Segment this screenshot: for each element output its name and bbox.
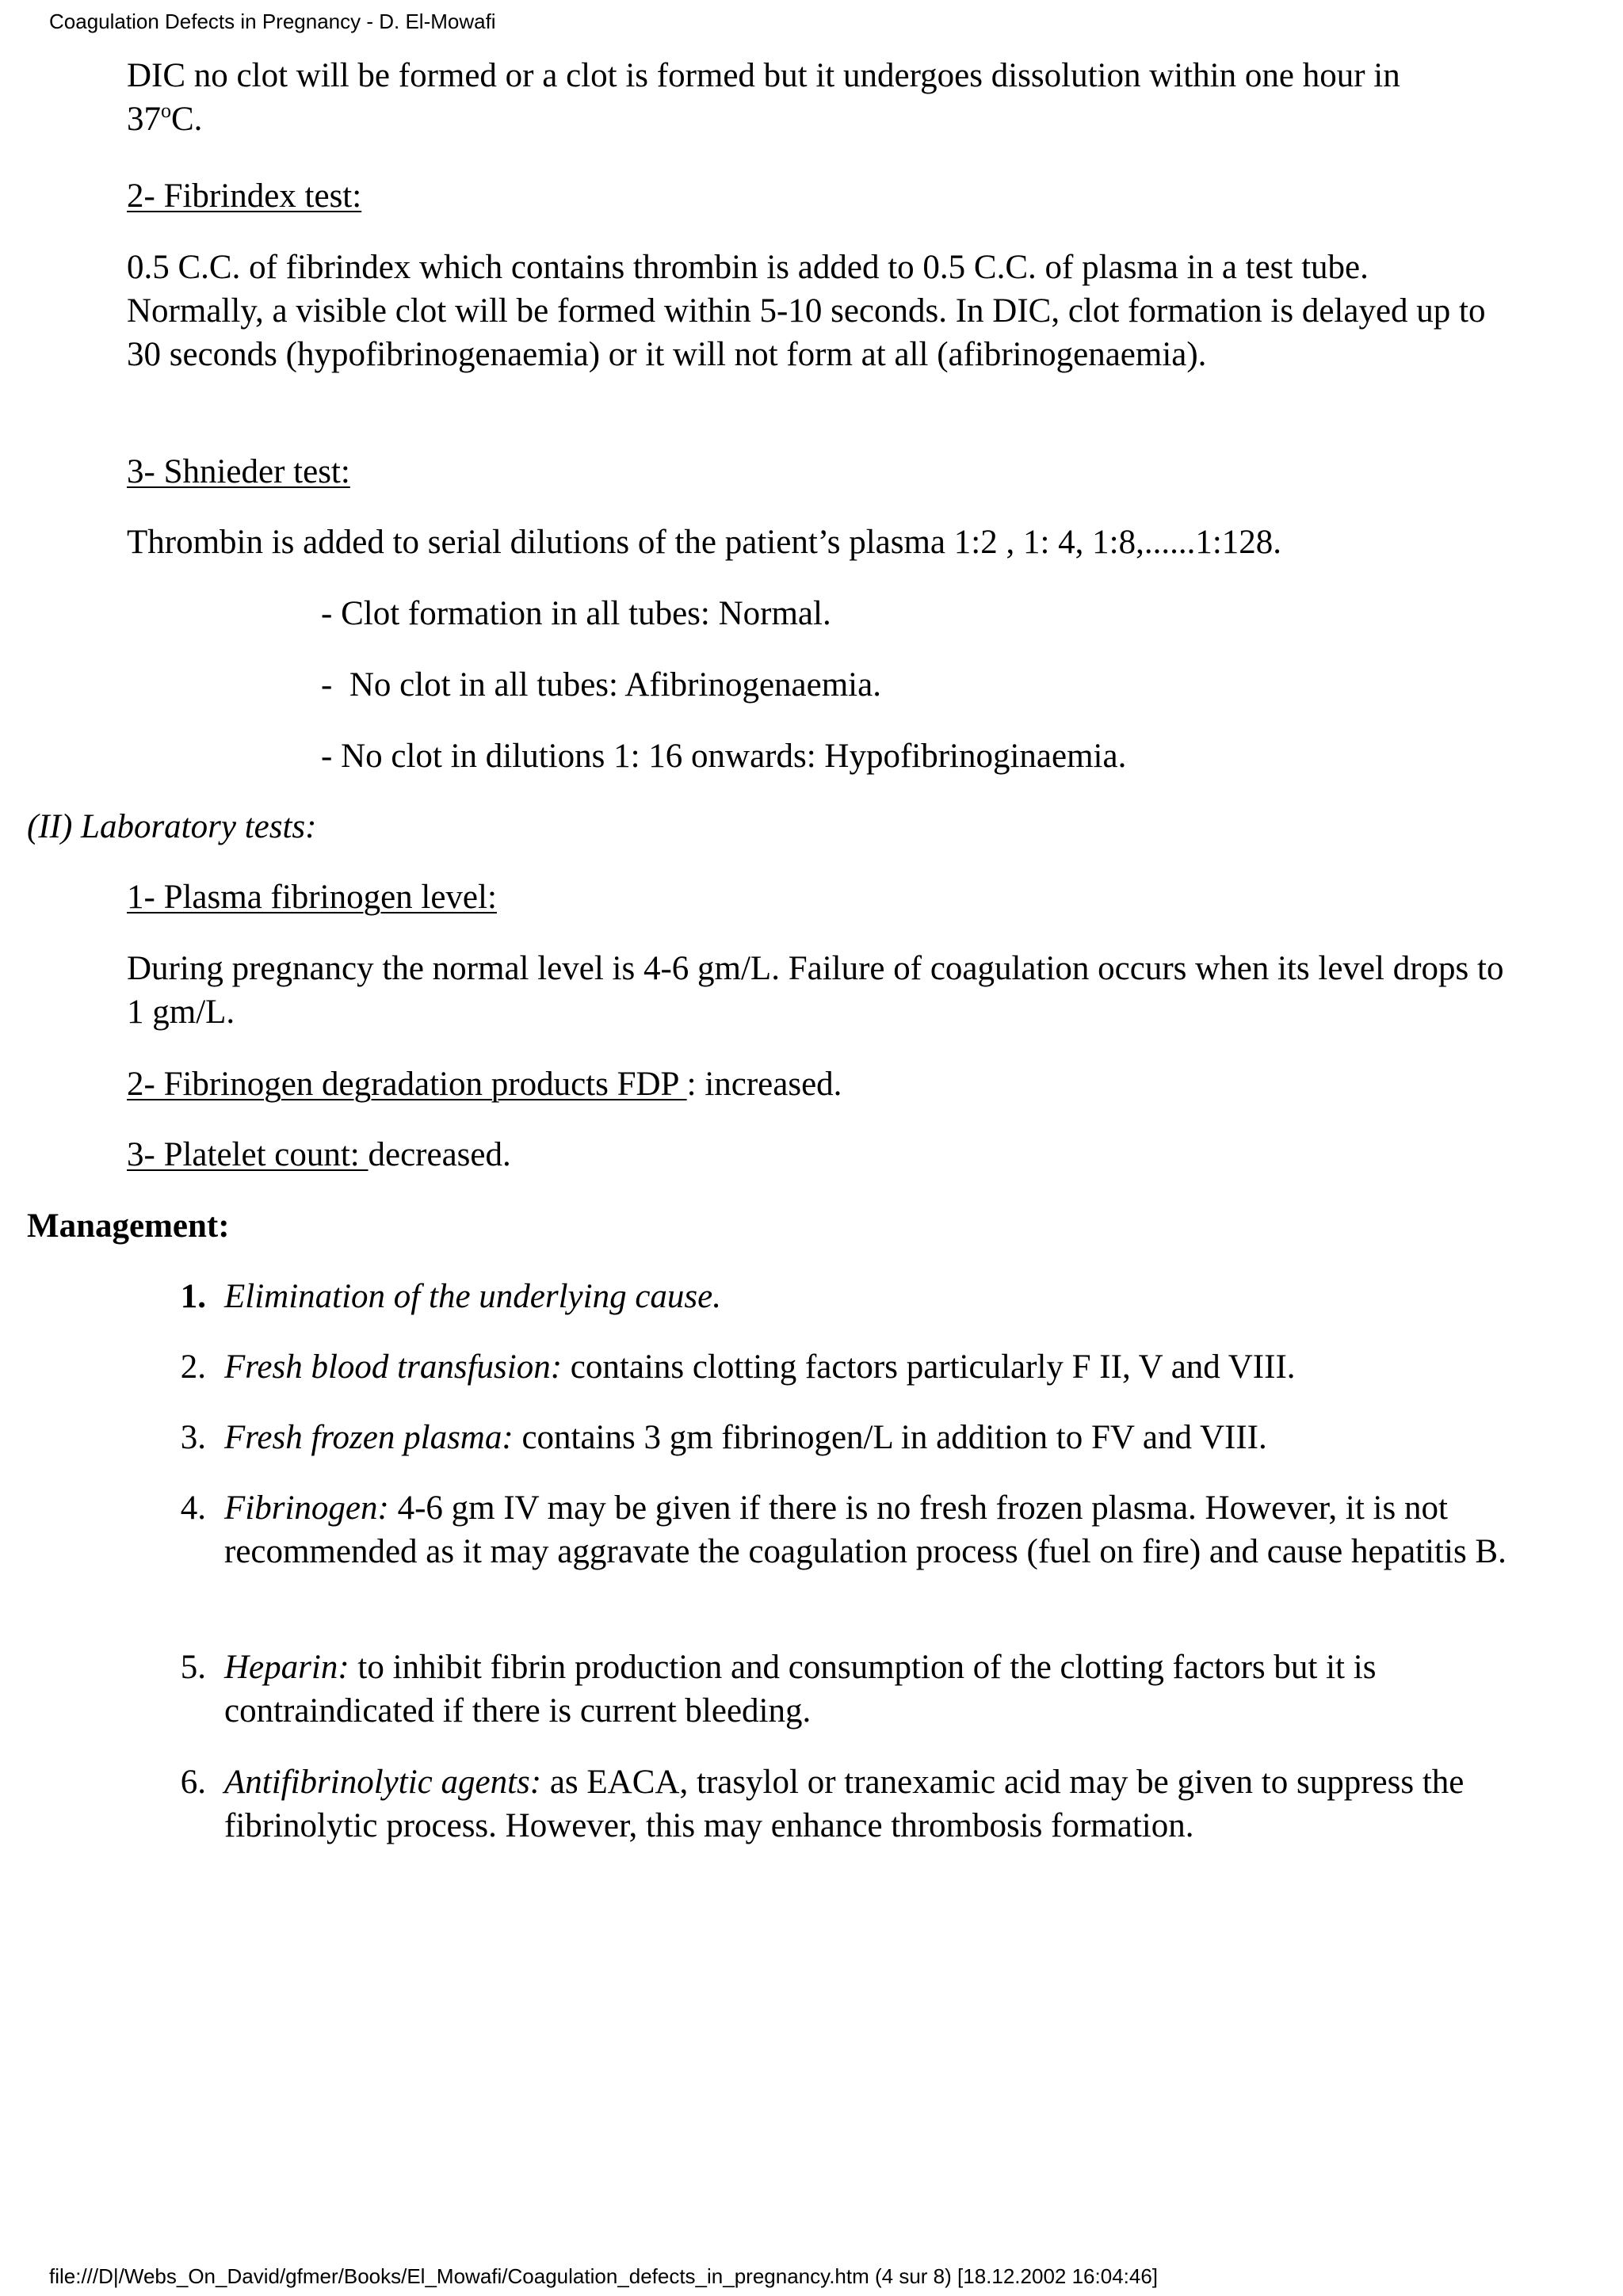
management-item-term: Heparin: (224, 1649, 349, 1686)
plasma-fibrinogen-heading: 1- Plasma fibrinogen level: (127, 879, 497, 916)
management-item-number: 2. (180, 1348, 206, 1386)
platelet-line (127, 1133, 1506, 1177)
fibrindex-heading: 2- Fibrindex test: (127, 177, 362, 215)
platelet-value: decreased. (368, 1136, 511, 1173)
page-footer-url: file:///D|/Webs_On_David/gfmer/Books/El_Mowafi/Coagulation_defects_in_pregnancy.htm (4 sur 8) [18.12.2002 16:04:46] (49, 2264, 1159, 2288)
management-item (224, 1416, 1508, 1459)
management-item-text: contains 3 gm fibrinogen/L in addition to FV and VIII. (513, 1419, 1267, 1456)
management-item (224, 1345, 1508, 1389)
shnieder-result-afibrinogenaemia: - No clot in all tubes: Afibrinogenaemia. (321, 666, 881, 704)
management-item-number: 6. (180, 1764, 206, 1801)
management-item-number: 5. (180, 1649, 206, 1686)
management-item (224, 1275, 1508, 1318)
management-item-term: Fresh blood transfusion: (224, 1348, 563, 1386)
management-item-term: Elimination of the underlying cause. (224, 1278, 721, 1315)
management-item-term: Fibrinogen: (224, 1489, 389, 1527)
management-item-text: as EACA, trasylol or tranexamic acid may be given to suppress the fibrinolytic process. However, this may enhance thrombosis formation. (224, 1764, 1465, 1844)
management-item (224, 1646, 1508, 1733)
management-item-number: 3. (180, 1419, 206, 1456)
intro-paragraph (127, 54, 1474, 141)
page-header: Coagulation Defects in Pregnancy - D. El-Mowafi (49, 10, 496, 33)
intro-unit: C. (171, 101, 203, 138)
platelet-label: 3- Platelet count: (127, 1136, 369, 1173)
fdp-line (127, 1062, 1506, 1106)
shnieder-result-normal: - Clot formation in all tubes: Normal. (321, 595, 831, 632)
management-item-text: 4-6 gm IV may be given if there is no fresh frozen plasma. However, it is not recommended as it may aggravate the coagulation process (fuel on fire) and cause hepatitis B. (224, 1489, 1507, 1570)
shnieder-result-hypofibrinoginaemia: - No clot in dilutions 1: 16 onwards: Hypofibrinoginaemia. (321, 738, 1127, 775)
shnieder-paragraph: Thrombin is added to serial dilutions of the patient’s plasma 1:2 , 1: 4, 1:8,......1:128. (127, 524, 1282, 561)
degree-mark: o (161, 99, 171, 122)
fdp-label: 2- Fibrinogen degradation products FDP (127, 1066, 687, 1103)
management-item (224, 1760, 1508, 1848)
management-item-term: Fresh frozen plasma: (224, 1419, 514, 1456)
plasma-fibrinogen-paragraph: During pregnancy the normal level is 4-6 gm/L. Failure of coagulation occurs when its level drops to 1 gm/L. (127, 950, 1504, 1031)
management-item-number: 4. (180, 1489, 206, 1527)
management-item-number: 1. (180, 1278, 206, 1315)
fdp-value: : increased. (686, 1066, 842, 1103)
management-item-text: to inhibit fibrin production and consumption of the clotting factors but it is contraindicated if there is current bleeding. (224, 1649, 1377, 1730)
management-item (224, 1486, 1508, 1573)
management-item-text: contains clotting factors particularly F II, V and VIII. (562, 1348, 1296, 1386)
fibrindex-paragraph: 0.5 C.C. of fibrindex which contains thrombin is added to 0.5 C.C. of plasma in a test tube. Normally, a visible clot will be formed within 5-10 seconds. In DIC, clot formation is delayed up to 30 seconds (hypofibrinogenaemia) or it will not form at all (afibrinogenaemia). (127, 249, 1486, 373)
laboratory-tests-heading: (II) Laboratory tests: (27, 808, 317, 845)
management-heading: Management: (27, 1207, 230, 1245)
intro-text: DIC no clot will be formed or a clot is formed but it undergoes dissolution within one hour in 37 (127, 57, 1400, 138)
management-item-term: Antifibrinolytic agents: (224, 1764, 542, 1801)
shnieder-heading: 3- Shnieder test: (127, 453, 350, 490)
